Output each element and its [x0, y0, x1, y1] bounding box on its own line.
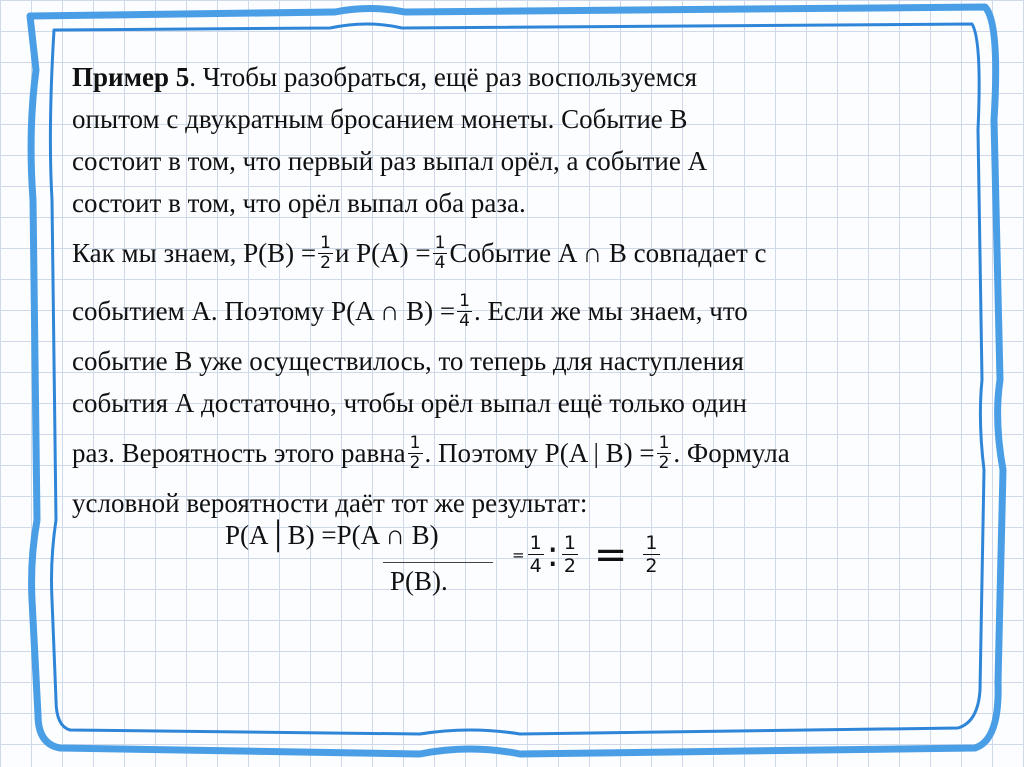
formula-denominator: P(B). — [390, 566, 448, 596]
line-6: событием А. Поэтому P(A ∩ B) = $\frac{1}{4}$ . Если же мы знаем, что — [72, 290, 748, 331]
formula-numerator: P(A│B) =P(A ∩ B) — [225, 520, 439, 550]
fraction-second-throw: $\frac{1}{2}$ — [409, 432, 421, 473]
formula-fraction-rule — [383, 562, 493, 563]
fraction-p-b: $\frac{1}{2}$ — [320, 232, 331, 273]
result-fraction-3: $\frac{1}{2}$ — [645, 532, 658, 577]
fraction-p-a-given-b: $\frac{1}{2}$ — [658, 432, 670, 473]
result-fraction-2: $\frac{1}{2}$ — [563, 532, 576, 577]
formula-result — [512, 532, 662, 577]
slide-text — [72, 56, 972, 524]
line-9: раз. Вероятность этого равна $\frac{1}{2}$ . Поэтому P(A | B) = $\frac{1}{2}$ . Формула — [72, 432, 790, 473]
line-2: опытом с двукратным бросанием монеты. Событие В — [72, 104, 688, 134]
line-8: события А достаточно, чтобы орёл выпал ещё только один — [72, 388, 747, 418]
line-1: Пример 5. Чтобы разобраться, ещё раз воспользуемся — [72, 62, 698, 92]
fraction-p-a: $\frac{1}{4}$ — [434, 232, 446, 273]
line-7: событие В уже осуществилось, то теперь для наступления — [72, 346, 744, 376]
line-10: условной вероятности даёт тот же результат: — [72, 488, 588, 518]
fraction-p-a-and-b: $\frac{1}{4}$ — [459, 290, 470, 331]
line-3: состоит в том, что первый раз выпал орёл, а событие А — [72, 146, 708, 176]
result-fraction-1: $\frac{1}{4}$ — [529, 532, 542, 577]
example-title: Пример 5 — [72, 62, 190, 92]
conditional-probability-formula — [225, 520, 448, 596]
result-colon: : — [546, 533, 559, 575]
result-equals: = — [593, 531, 628, 578]
line-4: состоит в том, что орёл выпал оба раза. — [72, 188, 526, 218]
result-small-equals: = — [512, 545, 525, 564]
line-5: Как мы знаем, P(B) = $\frac{1}{2}$ и P(A) = $\frac{1}{4}$ Событие A ∩ B совпадает с — [72, 232, 767, 273]
